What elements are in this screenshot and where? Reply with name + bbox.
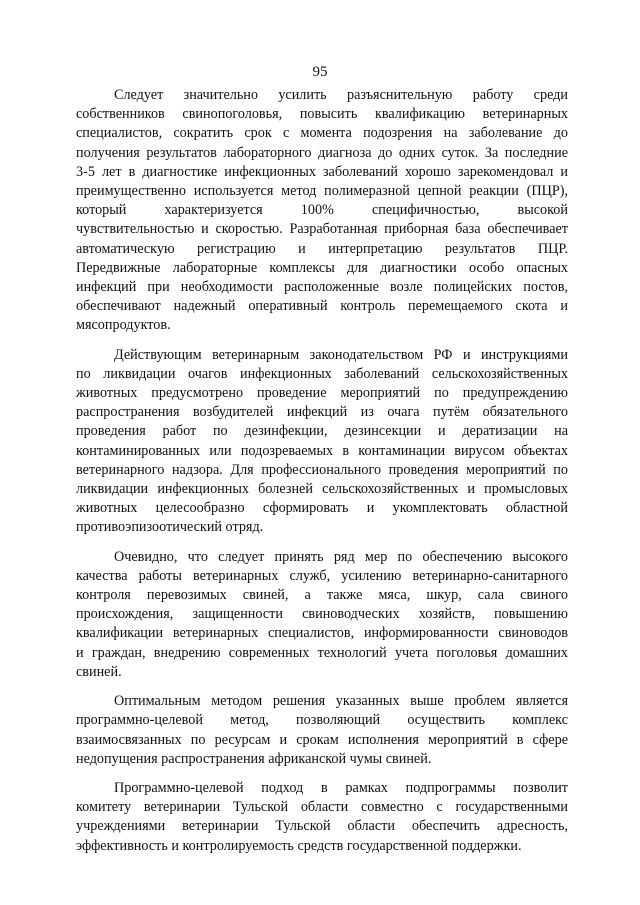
text-line: который характеризуется 100% специфичностью, высокой: [76, 202, 568, 219]
paragraph-2: [76, 346, 568, 538]
text-line: Программно-целевой подход в рамках подпрограммы позволит: [114, 779, 568, 796]
text-line: животных целесообразно сформировать и укомплектовать областной: [76, 500, 568, 517]
text-line: учреждениями ветеринарии Тульской области обеспечить адресность,: [76, 818, 568, 835]
paragraph-4: [76, 692, 568, 769]
text-line: Передвижные лабораторные комплексы для диагностики особо опасных: [76, 259, 568, 276]
text-line: и граждан, внедрению современных технологий учета поголовья домашних: [76, 644, 568, 661]
text-line: распространения возбудителей инфекций из очага путём обязательного: [76, 404, 568, 421]
paragraph-1: [76, 86, 568, 336]
page-number: 95: [312, 64, 328, 80]
text-line: качества работы ветеринарных служб, усилению ветеринарно-санитарного: [76, 567, 568, 584]
text-line: свиней.: [76, 663, 122, 680]
text-line: ликвидации инфекционных болезней сельскохозяйственных и промысловых: [76, 481, 568, 498]
text-line: Действующим ветеринарным законодательством РФ и инструкциями: [114, 346, 568, 363]
document-body: [76, 86, 568, 856]
text-line: контаминированных или подозреваемых в контаминации вирусом объектах: [76, 442, 568, 459]
text-line: эффективность и контролируемость средств государственной поддержки.: [76, 837, 522, 854]
text-line: Очевидно, что следует принять ряд мер по обеспечению высокого: [114, 548, 568, 565]
text-line: получения результатов лабораторного диагноза до одних суток. За последние: [76, 144, 568, 161]
text-line: программно-целевой метод, позволяющий осуществить комплекс: [76, 712, 568, 729]
text-line: специалистов, сократить срок с момента подозрения на заболевание до: [76, 125, 568, 142]
text-line: 3-5 лет в диагностике инфекционных заболеваний хорошо зарекомендовал и: [76, 163, 568, 180]
text-line: противоэпизоотический отряд.: [76, 519, 264, 536]
text-line: инфекций при необходимости расположенные возле полицейских постов,: [76, 279, 568, 296]
text-line: контроля перевозимых свиней, а также мяса, шкур, сала свиного: [76, 587, 568, 604]
text-line: комитету ветеринарии Тульской области совместно с государственными: [76, 799, 568, 816]
text-line: проведения работ по дезинфекции, дезинсекции и дератизации на: [76, 423, 568, 440]
text-line: квалификации ветеринарных специалистов, информированности свиноводов: [76, 625, 568, 642]
text-line: происхождения, защищенности свиноводческих хозяйств, повышению: [76, 606, 568, 623]
text-line: недопущения распространения африканской чумы свиней.: [76, 750, 432, 767]
text-line: Следует значительно усилить разъяснительную работу среди: [114, 87, 568, 103]
text-line: Оптимальным методом решения указанных выше проблем является: [114, 693, 568, 710]
paragraph-3: [76, 548, 568, 682]
text-line: обеспечивают надежный оперативный контроль перемещаемого скота и: [76, 298, 568, 315]
text-line: преимущественно используется метод полимеразной цепной реакции (ПЦР),: [76, 183, 568, 200]
text-line: по ликвидации очагов инфекционных заболеваний сельскохозяйственных: [76, 365, 568, 382]
text-line: животных предусмотрено проведение мероприятий по предупреждению: [76, 385, 568, 402]
text-line: чувствительностью и скоростью. Разработанная приборная база обеспечивает: [76, 221, 568, 238]
paragraph-5: [76, 779, 568, 856]
text-line: автоматическую регистрацию и интерпретацию результатов ПЦР.: [76, 240, 568, 257]
text-line: ветеринарного надзора. Для профессионального проведения мероприятий по: [76, 461, 568, 478]
text-line: взаимосвязанных по ресурсам и срокам исполнения мероприятий в сфере: [76, 731, 568, 748]
text-line: мясопродуктов.: [76, 317, 171, 334]
text-line: собственников свинопоголовья, повысить квалификацию ветеринарных: [76, 106, 568, 123]
